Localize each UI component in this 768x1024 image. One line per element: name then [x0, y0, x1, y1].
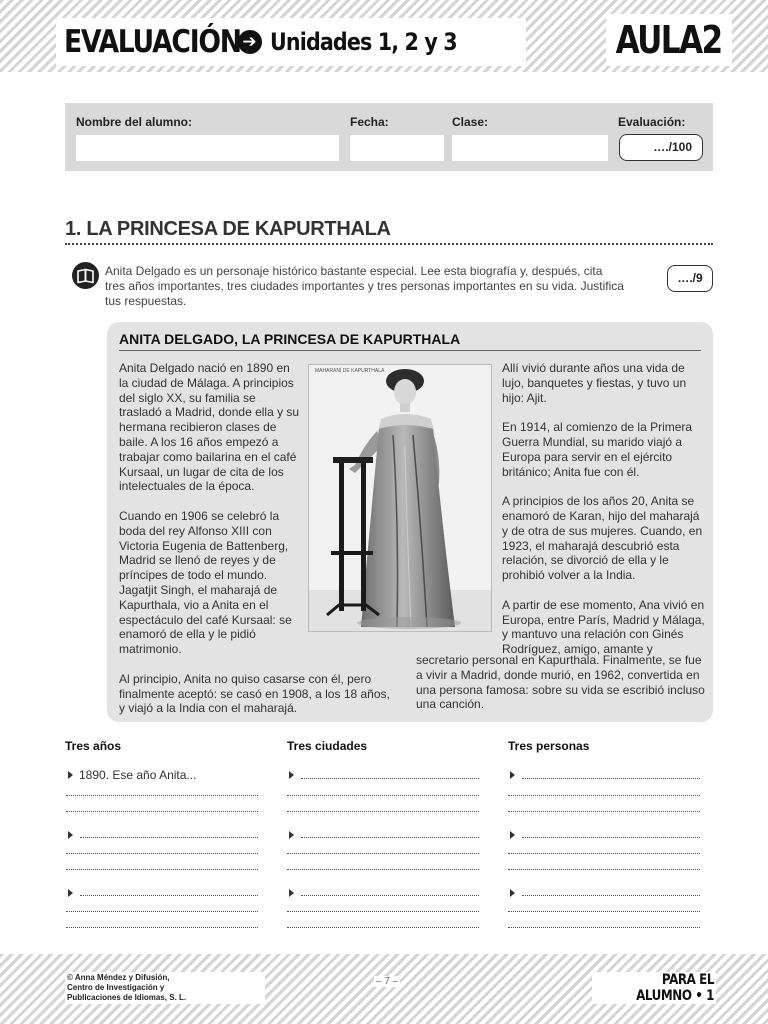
people-answer-1[interactable] — [510, 768, 700, 784]
answer-line[interactable] — [66, 927, 258, 928]
evaluation-label: Evaluación: — [618, 115, 686, 129]
answer-line[interactable] — [508, 795, 700, 796]
exercise-score-field[interactable]: …./9 — [667, 265, 713, 292]
years-answer-3[interactable] — [68, 886, 258, 902]
student-name-label: Nombre del alumno: — [76, 115, 193, 129]
answer-line[interactable] — [301, 895, 479, 896]
reading-paragraph: Al principio, Anita no quiso casarse con él, pero finalmente aceptó: se casó en 1908, a los 18 años, y viajó a la India con el maharajá. — [119, 671, 390, 716]
student-name-field[interactable] — [76, 135, 339, 161]
student-form-panel — [65, 103, 713, 171]
cities-answer-1[interactable] — [289, 768, 479, 784]
evaluation-score-field[interactable]: …./100 — [619, 134, 703, 161]
answer-line[interactable] — [287, 795, 479, 796]
copyright-line: Centro de Investigación y — [67, 983, 165, 992]
bullet-triangle-icon — [68, 889, 73, 897]
exercise-instruction: Anita Delgado es un personaje histórico bastante especial. Lee esta biografía y, después, cita tres años importantes, tres ciudades importantes y tres personas importantes en su vida. Justifica tus respuestas. — [105, 264, 624, 308]
class-label: Clase: — [452, 115, 489, 129]
reading-title-rule — [119, 350, 701, 351]
answer-line[interactable] — [66, 811, 258, 812]
class-field[interactable] — [452, 135, 608, 161]
reading-paragraph: En 1914, al comienzo de la Primera Guerra Mundial, su marido viajó a Europa para servir en el ejército británico; Anita fue con él. — [502, 420, 693, 479]
answer-line[interactable] — [80, 837, 258, 838]
footer-audience-text: PARA EL ALUMNO • 1 — [636, 972, 714, 1004]
answer-line[interactable] — [508, 911, 700, 912]
answer-line[interactable] — [287, 869, 479, 870]
page-subtitle: Unidades 1, 2 y 3 — [269, 28, 457, 56]
reading-card — [107, 322, 713, 722]
portrait-photo — [308, 364, 492, 632]
answer-line[interactable] — [80, 895, 258, 896]
people-answer-3[interactable] — [510, 886, 700, 902]
answer-line[interactable] — [508, 811, 700, 812]
book-icon — [72, 262, 99, 289]
answer-line[interactable] — [508, 927, 700, 928]
people-heading: Tres personas — [508, 739, 590, 753]
answer-line[interactable] — [66, 869, 258, 870]
bullet-triangle-icon — [68, 771, 73, 779]
bullet-triangle-icon — [510, 889, 515, 897]
reading-bottom-paragraph: secretario personal en Kapurthala. Finalmente, se fue a vivir a Madrid, donde murió, en 1962, convertida en una persona famosa: sobre su vida se escribió incluso una canción. — [416, 653, 705, 712]
footer-copyright — [65, 972, 265, 1004]
reading-paragraph: Cuando en 1906 se celebró la boda del rey Alfonso XIII con Victoria Eugenia de Battenberg, Madrid se llenó de reyes y de príncipes de todo el mundo. Jagatjit Singh, el maharajá de Kapurthala, vio a Anita en el espectáculo del café Kursaal: se enamoró de ella y le pidió matrimonio. — [119, 508, 292, 657]
answer-line[interactable] — [301, 837, 479, 838]
reading-paragraph: Anita Delgado nació en 1890 en la ciudad de Málaga. A principios del siglo XX, su familia se trasladó a Madrid, donde ella y su hermana recibieron clases de baile. A los 16 años empezó a trabajar como bailarina en el café Kursaal, un lugar de cita de los intelectuales de la época. — [119, 361, 300, 494]
answer-line[interactable] — [66, 911, 258, 912]
answer-line[interactable] — [301, 778, 479, 779]
answer-line[interactable] — [287, 811, 479, 812]
years-heading: Tres años — [65, 739, 122, 753]
answer-line[interactable] — [287, 853, 479, 854]
answer-line[interactable] — [66, 853, 258, 854]
answer-line[interactable] — [66, 795, 258, 796]
page-title: EVALUACIÓN — [64, 24, 241, 60]
section-title: 1. LA PRINCESA DE KAPURTHALA — [65, 218, 391, 240]
copyright-line: © Anna Méndez y Difusión, — [67, 973, 170, 982]
reading-right-column — [502, 361, 705, 657]
page-number: – 7 – — [376, 976, 399, 987]
years-answer-1[interactable] — [68, 768, 258, 784]
reading-paragraph: A principios de los años 20, Anita se enamoró de Karan, hijo del maharajá y de otra de sus mujeres. Cuando, en 1923, el maharajá descubrió esta relación, se divorció de ella y le prohibió volver a la India. — [502, 494, 703, 583]
footer-audience-label — [592, 972, 716, 1004]
bullet-triangle-icon — [510, 771, 515, 779]
copyright-line: Publicaciones de Idiomas, S. L. — [67, 993, 187, 1002]
example-answer: 1890. Ese año Anita... — [79, 768, 197, 782]
cities-answer-2[interactable] — [289, 828, 479, 844]
answer-line[interactable] — [508, 853, 700, 854]
photo-caption: MAHARANÍ DE KAPURTHALA — [315, 368, 385, 374]
bullet-triangle-icon — [68, 831, 73, 839]
reading-paragraph: A partir de ese momento, Ana vivió en Europa, entre París, Madrid y Málaga, y mantuvo una relación con Ginés Rodríguez, amigo, amante y — [502, 597, 705, 657]
brand-logo: AULA2 — [616, 18, 722, 62]
cities-heading: Tres ciudades — [287, 739, 368, 753]
bullet-triangle-icon — [289, 831, 294, 839]
cities-answer-3[interactable] — [289, 886, 479, 902]
header-title-box — [56, 18, 526, 66]
reading-paragraph: Allí vivió durante años una vida de lujo, banquetes y fiestas, y tuvo un hijo: Ajit. — [502, 361, 687, 405]
bullet-triangle-icon — [289, 889, 294, 897]
brand-box — [606, 14, 732, 66]
date-field[interactable] — [350, 135, 444, 161]
people-answer-2[interactable] — [510, 828, 700, 844]
circle-arrow-right-icon: ➔ — [238, 30, 262, 54]
answer-line[interactable] — [522, 895, 700, 896]
answer-line[interactable] — [508, 869, 700, 870]
bullet-triangle-icon — [510, 831, 515, 839]
date-label: Fecha: — [350, 115, 389, 129]
portrait-illustration — [309, 365, 492, 632]
reading-title: ANITA DELGADO, LA PRINCESA DE KAPURTHALA — [119, 331, 461, 347]
bullet-triangle-icon — [289, 771, 294, 779]
years-answer-2[interactable] — [68, 828, 258, 844]
answer-line[interactable] — [522, 778, 700, 779]
answer-line[interactable] — [522, 837, 700, 838]
section-divider — [65, 243, 713, 245]
answer-line[interactable] — [287, 911, 479, 912]
answer-line[interactable] — [287, 927, 479, 928]
